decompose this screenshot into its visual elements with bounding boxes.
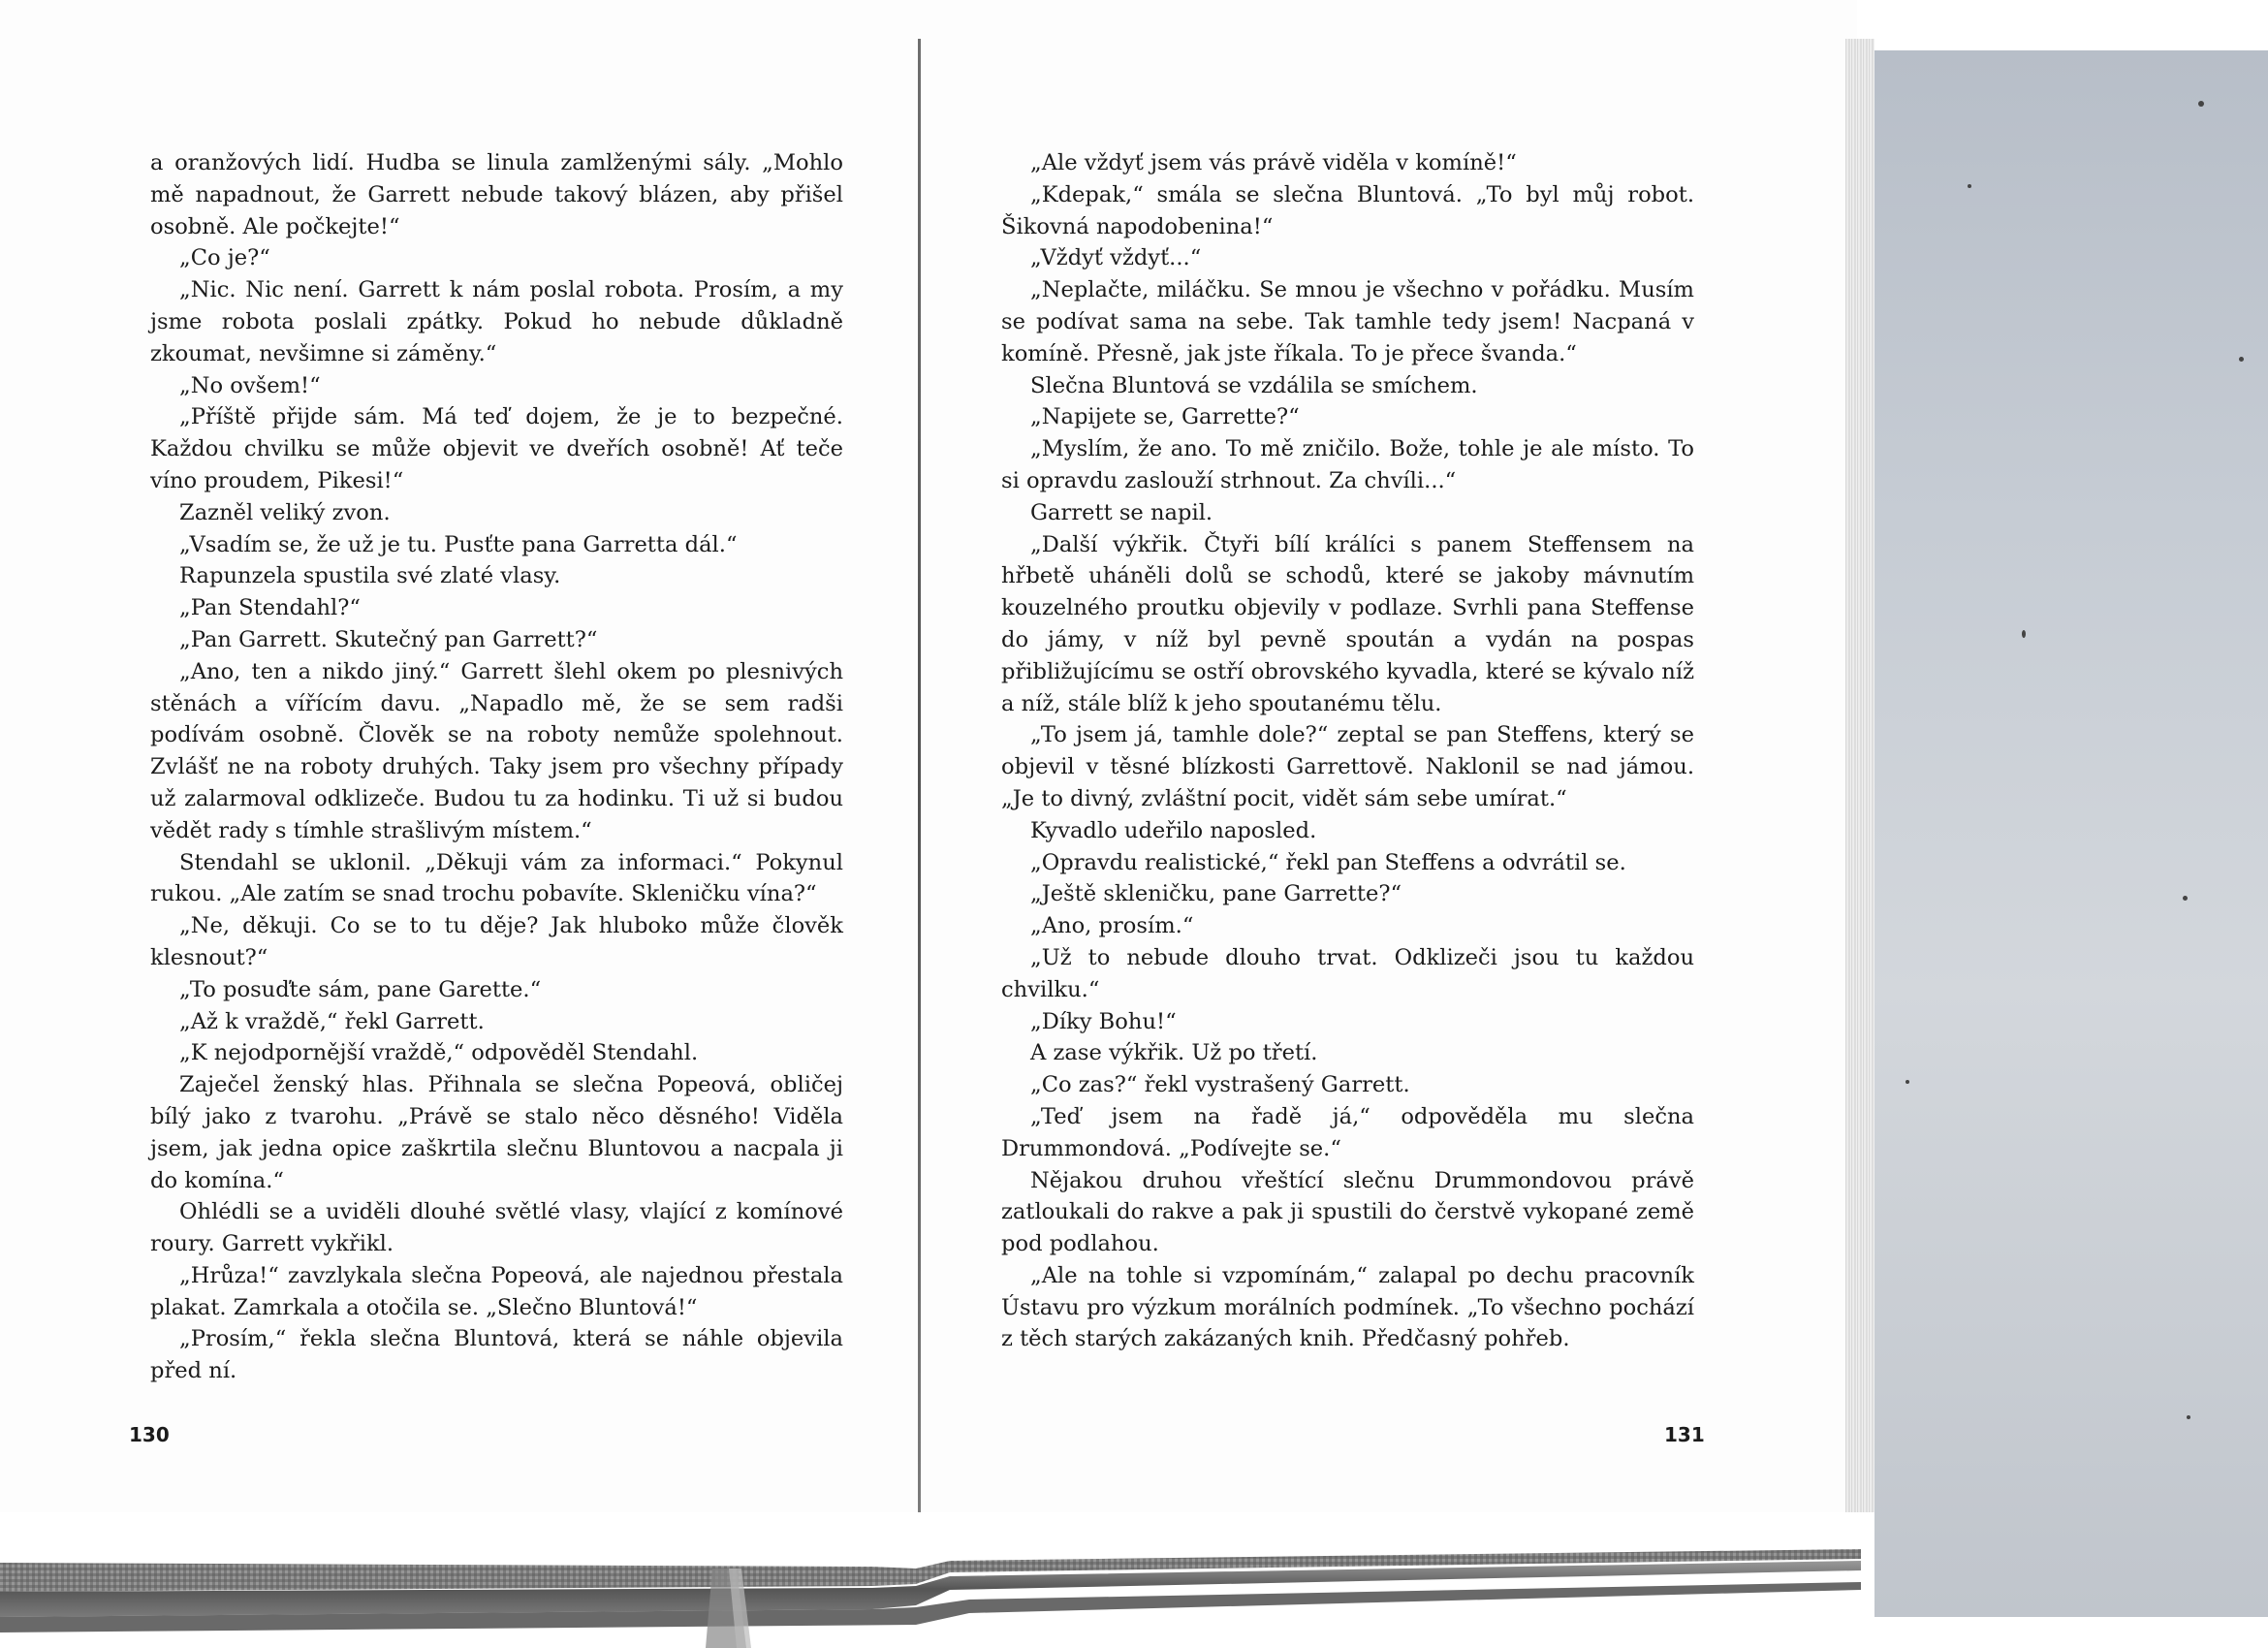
paragraph: „Myslím, že ano. To mě zničilo. Bože, tohle je ale místo. To si opravdu zaslouží strhnout. Za chvíli...“ — [1001, 436, 1694, 493]
paragraph: A zase výkřik. Už po třetí. — [1030, 1040, 1318, 1066]
paragraph: Zaječel ženský hlas. Přihnala se slečna Popeová, obličej bílý jako z tvarohu. „Právě se stalo něco děsného! Viděla jsem, jak jedna opice zaškrtila slečnu Bluntovou a nacpala ji do komína.“ — [150, 1072, 843, 1193]
paragraph: „Příště přijde sám. Má teď dojem, že je to bezpečné. Každou chvilku se může objevit ve dveřích osobně! Ať teče víno proudem, Pikesi!“ — [150, 404, 843, 493]
scan-speck — [2022, 630, 2026, 638]
paragraph: „Ale vždyť jsem vás právě viděla v komíně!“ — [1030, 150, 1517, 175]
paragraph: Slečna Bluntová se vzdálila se smíchem. — [1030, 372, 1478, 398]
paragraph: „To jsem já, tamhle dole?“ zeptal se pan Steffens, který se objevil v těsné blízkosti Garrettově. Naklonil se nad jámou. „Je to divný, zvláštní pocit, vidět sám sebe umírat.“ — [1001, 722, 1694, 811]
paragraph: „Další výkřik. Čtyři bílí králíci s panem Steffensem na hřbetě uháněli dolů se schodů, které se jakoby mávnutím kouzelného proutku objevily v podlaze. Svrhli pana Steffense do jámy, v níž byl pevně spoután a vydán na pospas přibližujícímu se ostří obrovského kyvadla, které se kývalo níž a níž, stále blíž k jeho spoutanému tělu. — [1001, 531, 1694, 716]
right-page-text — [1001, 147, 1694, 1355]
book-binding — [0, 1512, 1874, 1648]
page-number-left: 130 — [129, 1423, 170, 1446]
paragraph: „Co je?“ — [179, 245, 270, 271]
paragraph: Zazněl veliký zvon. — [179, 499, 391, 525]
paragraph: „No ovšem!“ — [179, 372, 321, 398]
paragraph: „Co zas?“ řekl vystrašený Garrett. — [1030, 1072, 1410, 1098]
paragraph: „Hrůza!“ zavzlykala slečna Popeová, ale najednou přestala plakat. Zamrkala a otočila se. „Slečno Bluntová!“ — [150, 1262, 843, 1320]
left-page-text — [150, 147, 843, 1387]
paragraph: „To posuďte sám, pane Garette.“ — [179, 976, 542, 1002]
paragraph: Kyvadlo udeřilo naposled. — [1030, 817, 1317, 843]
paragraph: Ohlédli se a uviděli dlouhé světlé vlasy, vlající z komínové roury. Garrett vykřikl. — [150, 1199, 843, 1257]
paragraph: „Ano, prosím.“ — [1030, 913, 1194, 939]
paragraph: Nějakou druhou vřeštící slečnu Drummondovou právě zatloukali do rakve a pak ji spustili do čerstvě vykopané země pod podlahou. — [1001, 1167, 1694, 1257]
paragraph: a oranžových lidí. Hudba se linula zamlženými sály. „Mohlo mě napadnout, že Garrett nebude takový blázen, aby přišel osobně. Ale počkejte!“ — [150, 150, 843, 239]
paragraph: „Už to nebude dlouho trvat. Odklizeči jsou tu každou chvilku.“ — [1001, 944, 1694, 1002]
paragraph: „Vsadím se, že už je tu. Pusťte pana Garretta dál.“ — [179, 531, 738, 557]
page-edges — [1845, 39, 1874, 1551]
paragraph: „Neplačte, miláčku. Se mnou je všechno v pořádku. Musím se podívat sama na sebe. Tak tamhle tedy jsem! Nacpaná v komíně. Přesně, jak jste říkala. To je přece švanda.“ — [1001, 277, 1694, 366]
paragraph: „Napijete se, Garrette?“ — [1030, 404, 1300, 430]
paragraph: Stendahl se uklonil. „Děkuji vám za informaci.“ Pokynul rukou. „Ale zatím se snad trochu pobavíte. Skleničku vína?“ — [150, 849, 843, 907]
scan-speck — [2183, 896, 2188, 901]
scan-margin — [1857, 0, 2268, 50]
left-page — [0, 0, 921, 1648]
page-number-right: 131 — [1664, 1423, 1705, 1446]
paragraph: „Opravdu realistické,“ řekl pan Steffens a odvrátil se. — [1030, 849, 1626, 875]
paragraph: Rapunzela spustila své zlaté vlasy. — [179, 563, 561, 589]
scan-speck — [2239, 357, 2244, 362]
paragraph: „Ještě skleničku, pane Garrette?“ — [1030, 881, 1402, 907]
paragraph: „Vždyť vždyť...“ — [1030, 245, 1202, 271]
paragraph: „Prosím,“ řekla slečna Bluntová, která se náhle objevila před ní. — [150, 1326, 843, 1384]
paragraph: „Nic. Nic není. Garrett k nám poslal robota. Prosím, a my jsme robota poslali zpátky. Pokud ho nebude důkladně zkoumat, nevšimne si záměny.“ — [150, 277, 843, 366]
paragraph: „Až k vraždě,“ řekl Garrett. — [179, 1008, 485, 1034]
scan-speck — [1968, 184, 1971, 188]
paragraph: „Ale na tohle si vzpomínám,“ zalapal po dechu pracovník Ústavu pro výzkum morálních podmínek. „To všechno pochází z těch starých zakázaných knih. Předčasný pohřeb. — [1001, 1262, 1694, 1352]
paragraph: „Ano, ten a nikdo jiný.“ Garrett šlehl okem po plesnivých stěnách a vířícím davu. „Napadlo mě, že se sem radši podívám osobně. Člověk se na roboty nemůže spolehnout. Zvlášť ne na roboty druhých. Taky jsem pro všechny případy už zalarmoval odklizeče. Budou tu za hodinku. Ti už si budou vědět rady s tímhle strašlivým místem.“ — [150, 658, 843, 843]
scan-speck — [2187, 1415, 2190, 1419]
scan-speck — [2198, 101, 2204, 107]
paragraph: „Díky Bohu!“ — [1030, 1008, 1177, 1034]
scan-speck — [1906, 1080, 1909, 1084]
book-gutter — [918, 39, 921, 1532]
paragraph: „Pan Stendahl?“ — [179, 595, 361, 621]
paragraph: Garrett se napil. — [1030, 499, 1213, 525]
paragraph: „Teď jsem na řadě já,“ odpověděla mu slečna Drummondová. „Podívejte se.“ — [1001, 1103, 1694, 1161]
paragraph: „Ne, děkuji. Co se to tu děje? Jak hluboko může člověk klesnout?“ — [150, 913, 843, 970]
scanner-background — [1874, 50, 2268, 1617]
paragraph: „Pan Garrett. Skutečný pan Garrett?“ — [179, 626, 598, 652]
paragraph: „Kdepak,“ smála se slečna Bluntová. „To byl můj robot. Šikovná napodobenina!“ — [1001, 181, 1694, 239]
paragraph: „K nejodpornější vraždě,“ odpověděl Stendahl. — [179, 1040, 699, 1066]
